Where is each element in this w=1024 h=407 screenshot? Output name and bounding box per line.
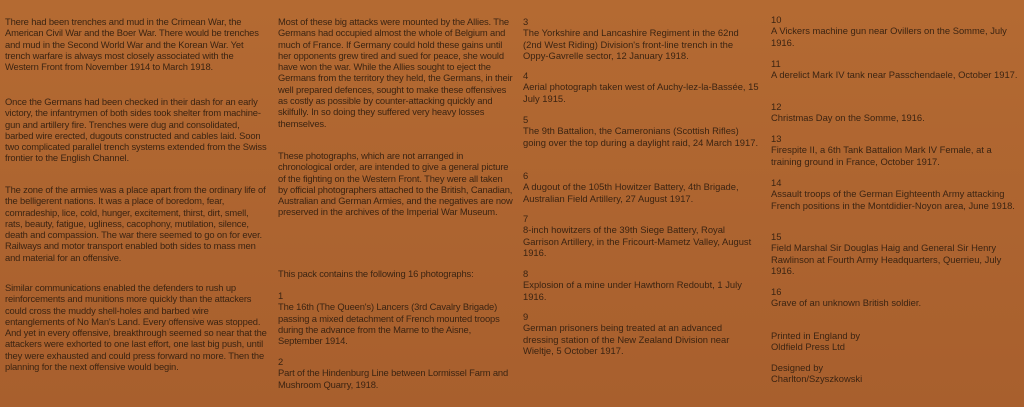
photo-number: 9	[523, 311, 529, 322]
photo-entry	[771, 101, 1021, 124]
photo-caption: Part of the Hindenburg Line between Lormissel Farm and Mushroom Quarry, 1918.	[278, 367, 509, 390]
photo-number: 10	[771, 14, 782, 25]
photo-caption: A derelict Mark IV tank near Passchendaele, October 1917.	[771, 69, 1018, 81]
photo-entry	[278, 290, 514, 346]
photo-entry	[523, 70, 759, 104]
photo-number: 4	[523, 70, 529, 81]
photo-number: 13	[771, 133, 782, 144]
photo-caption: Field Marshal Sir Douglas Haig and General Sir Henry Rawlinson at Fourth Army Headquarters, Querrieu, July 1916.	[771, 242, 1002, 276]
photo-entry	[771, 58, 1021, 81]
photo-number: 5	[523, 114, 529, 125]
photo-caption: Firespite II, a 6th Tank Battalion Mark IV Female, at a training ground in France, October 1917.	[771, 144, 992, 167]
photo-caption: The 16th (The Queen's) Lancers (3rd Cavalry Brigade) passing a mixed detachment of French mounted troops during the advance from the Marne to the Aisne, September 1914.	[278, 301, 500, 347]
photo-number: 6	[523, 170, 529, 181]
intro-paragraph-4: Similar communications enabled the defenders to rush up reinforcements and munitions more quickly than the attackers could cross the muddy shell-holes and barbed wire entanglements of No Man's Land. Every offensive was stopped. And yet in every offensive, breakthrough seemed so near that the attackers were exhorted to one last effort, one last big push, until they were exhausted and could press forward no more. Then the planning for the next offensive would begin.	[5, 282, 267, 373]
photo-entry	[771, 231, 1021, 276]
intro-paragraph-1: There had been trenches and mud in the Crimean War, the American Civil War and the Boer War. There would be trenches and mud in the Second World War and the Korean War. Yet trench warfare is always most closely associated with the Western Front from November 1914 to March 1918.	[5, 16, 259, 73]
printer-credit: Printed in England by Oldfield Press Ltd	[771, 330, 861, 353]
photo-entry	[278, 356, 514, 390]
photo-entry	[523, 268, 759, 302]
photo-number: 14	[771, 177, 782, 188]
photo-number: 7	[523, 213, 529, 224]
photo-caption: The Yorkshire and Lancashire Regiment in the 62nd (2nd West Riding) Division's front-line trench in the Oppy-Gavrelle sector, 12 January 1918.	[523, 27, 739, 61]
photo-caption: Assault troops of the German Eighteenth Army attacking French positions in the Montdidier-Noyon area, June 1918.	[771, 188, 1015, 211]
photo-entry	[771, 177, 1021, 211]
photo-caption: The 9th Battalion, the Cameronians (Scottish Rifles) going over the top during a daylight raid, 24 March 1917.	[523, 125, 759, 148]
photo-number: 16	[771, 286, 782, 297]
photo-caption: Christmas Day on the Somme, 1916.	[771, 112, 925, 124]
photo-number: 12	[771, 101, 782, 112]
photo-number: 11	[771, 58, 781, 69]
photo-caption: A Vickers machine gun near Ovillers on the Somme, July 1916.	[771, 25, 1007, 48]
photo-entry	[771, 14, 1021, 48]
photo-caption: A dugout of the 105th Howitzer Battery, 4th Brigade, Australian Field Artillery, 27 August 1917.	[523, 181, 739, 204]
photo-entry	[771, 286, 1021, 309]
photo-caption: Grave of an unknown British soldier.	[771, 297, 922, 309]
photo-caption: 8-inch howitzers of the 39th Siege Battery, Royal Garrison Artillery, in the Fricourt-Mametz Valley, August 1916.	[523, 224, 752, 258]
context-paragraph-1: Most of these big attacks were mounted by the Allies. The Germans had occupied almost the whole of Belgium and much of France. If Germany could hold these gains until her opponents grew tired and sued for peace, she would have won the war. While the Allies sought to eject the Germans from the territory they held, the Germans, in their well prepared defences, sought to make these offensives as costly as possible by counter-attacking quickly and skilfully. In so doing they suffered very heavy losses themselves.	[278, 16, 513, 129]
photo-entry	[771, 133, 1021, 167]
photo-entry	[523, 213, 759, 258]
photo-number: 3	[523, 16, 529, 27]
photo-caption: Aerial photograph taken west of Auchy-lez-la-Bassée, 15 July 1915.	[523, 81, 759, 104]
intro-paragraph-2: Once the Germans had been checked in their dash for an early victory, the infantrymen of both sides took shelter from machine-gun and artillery fire. Trenches were dug and consolidated, barbed wire erected, dugouts constructed and cables laid. Soon two complicated parallel trench systems extended from the Swiss frontier to the English Channel.	[5, 96, 267, 164]
photo-number: 2	[278, 356, 284, 367]
designer-credit: Designed by Charlton/Szyszkowski	[771, 362, 863, 385]
pack-intro: This pack contains the following 16 photographs:	[278, 268, 474, 279]
intro-paragraph-3: The zone of the armies was a place apart from the ordinary life of the belligerent nations. It was a place of boredom, fear, comradeship, lice, cold, hunger, excitement, thirst, dirt, smell, rats, beauty, fatigue, ugliness, cacophony, mutilation, silence, death and compassion. The war there seemed to go on for ever. Railways and motor transport enabled both sides to mass men and material for an offensive.	[5, 184, 266, 263]
photo-caption: German prisoners being treated at an advanced dressing station of the New Zealand Division near Wieltje, 5 October 1917.	[523, 322, 730, 356]
context-paragraph-2: These photographs, which are not arranged in chronological order, are intended to give a general picture of the fighting on the Western Front. They were all taken by official photographers attached to the British, Canadian, Australian and German Armies, and the negatives are now preserved in the archives of the Imperial War Museum.	[278, 150, 513, 218]
photo-number: 1	[278, 290, 284, 301]
photo-number: 15	[771, 231, 782, 242]
photo-number: 8	[523, 268, 529, 279]
photo-entry	[523, 16, 759, 61]
photo-caption: Explosion of a mine under Hawthorn Redoubt, 1 July 1916.	[523, 279, 742, 302]
photo-entry	[523, 311, 759, 356]
photo-entry	[523, 170, 759, 204]
photo-entry	[523, 114, 759, 148]
